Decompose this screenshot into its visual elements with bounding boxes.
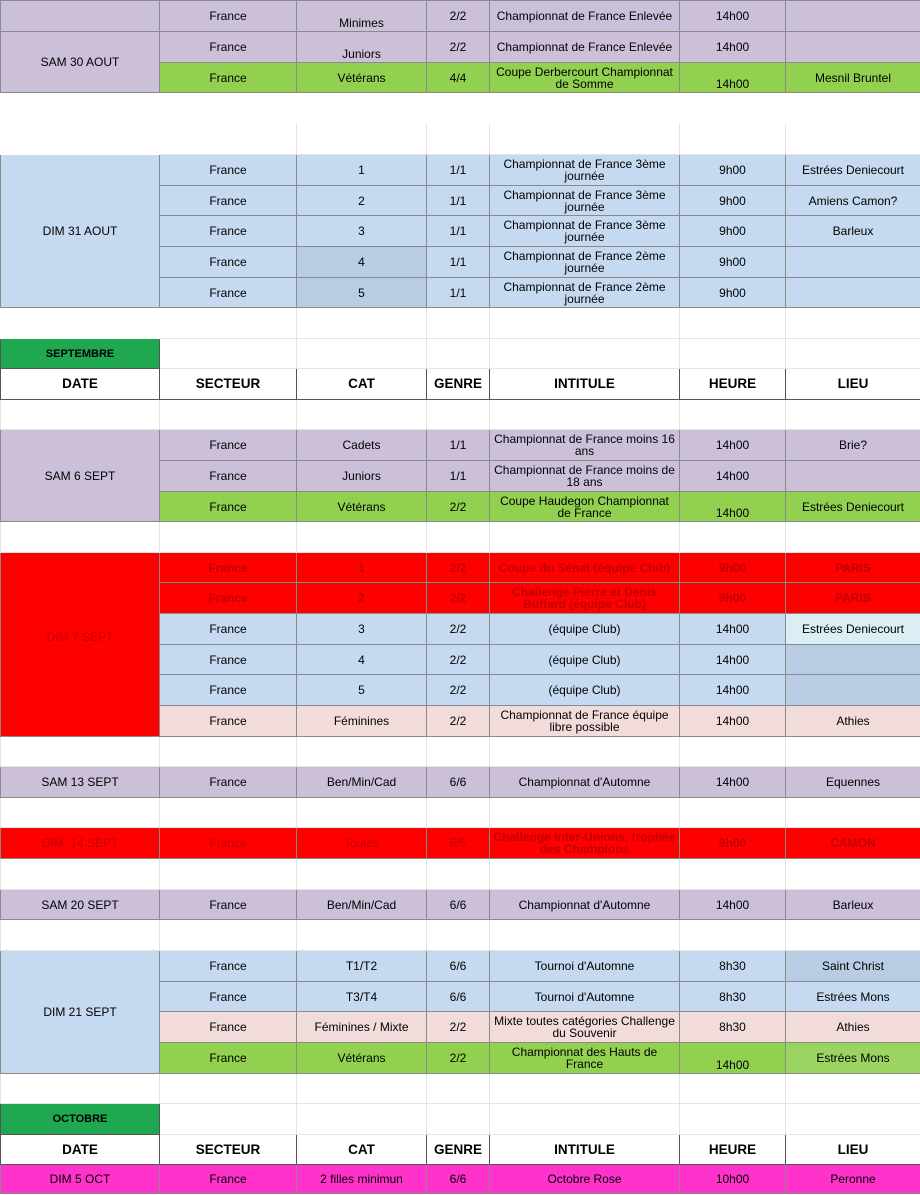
secteur-cell: France bbox=[160, 706, 297, 737]
secteur-cell: France bbox=[160, 186, 297, 216]
genre-cell: 2/2 bbox=[427, 553, 490, 583]
header-row bbox=[1, 369, 920, 400]
header-secteur: SECTEUR bbox=[160, 369, 297, 400]
secteur-cell: France bbox=[160, 767, 297, 798]
intitule-cell: Tournoi d'Automne bbox=[490, 982, 680, 1012]
cat-cell: Féminines / Mixte bbox=[297, 1012, 427, 1043]
table-row bbox=[1, 553, 920, 583]
heure-cell: 14h00 bbox=[680, 614, 786, 645]
genre-cell: 6/6 bbox=[427, 1165, 490, 1194]
heure-cell: 14h00 bbox=[680, 706, 786, 737]
genre-cell: 2/2 bbox=[427, 32, 490, 63]
secteur-cell: France bbox=[160, 614, 297, 645]
lieu-cell: Athies bbox=[786, 706, 920, 737]
genre-cell: 6/6 bbox=[427, 890, 490, 920]
intitule-cell: Tournoi d'Automne bbox=[490, 951, 680, 982]
cat-cell: 3 bbox=[297, 216, 427, 247]
secteur-cell: France bbox=[160, 1, 297, 32]
genre-cell: 6/6 bbox=[427, 828, 490, 859]
intitule-cell: (équipe Club) bbox=[490, 675, 680, 706]
lieu-cell: Mesnil Bruntel bbox=[786, 63, 920, 93]
intitule-cell: Octobre Rose bbox=[490, 1165, 680, 1194]
intitule-cell: Coupe du Sénat (équipe Club) bbox=[490, 553, 680, 583]
heure-cell: 14h00 bbox=[680, 1043, 786, 1074]
genre-cell: 6/6 bbox=[427, 767, 490, 798]
secteur-cell: France bbox=[160, 32, 297, 63]
genre-cell: 2/2 bbox=[427, 706, 490, 737]
lieu-cell: PARIS bbox=[786, 583, 920, 614]
heure-cell: 9h00 bbox=[680, 155, 786, 186]
lieu-cell: Estrées Mons bbox=[786, 1043, 920, 1074]
lieu-cell: Estrées Mons bbox=[786, 982, 920, 1012]
genre-cell: 1/1 bbox=[427, 247, 490, 278]
heure-cell: 10h00 bbox=[680, 1165, 786, 1194]
date-cell: DIM 31 AOUT bbox=[1, 155, 160, 308]
intitule-cell: Championnat d'Automne bbox=[490, 767, 680, 798]
header-genre: GENRE bbox=[427, 1135, 490, 1165]
lieu-cell: Estrées Deniecourt bbox=[786, 614, 920, 645]
lieu-cell bbox=[786, 32, 920, 63]
header-date: DATE bbox=[1, 369, 160, 400]
genre-cell: 2/2 bbox=[427, 1, 490, 32]
secteur-cell: France bbox=[160, 553, 297, 583]
intitule-cell: Championnat de France moins de 18 ans bbox=[490, 461, 680, 492]
cat-cell: Féminines bbox=[297, 706, 427, 737]
lieu-cell bbox=[786, 247, 920, 278]
lieu-cell bbox=[786, 278, 920, 308]
date-cell: SAM 30 AOUT bbox=[1, 32, 160, 93]
intitule-cell: Mixte toutes catégories Challenge du Souvenir bbox=[490, 1012, 680, 1043]
spacer-row bbox=[1, 522, 920, 553]
month-row bbox=[1, 339, 920, 369]
secteur-cell: France bbox=[160, 583, 297, 614]
heure-cell: 9h00 bbox=[680, 583, 786, 614]
heure-cell: 14h00 bbox=[680, 430, 786, 461]
cat-cell: Juniors bbox=[297, 32, 427, 63]
secteur-cell: France bbox=[160, 247, 297, 278]
lieu-cell bbox=[786, 675, 920, 706]
spacer-row bbox=[1, 798, 920, 828]
spacer-row bbox=[1, 920, 920, 951]
cat-cell: 2 bbox=[297, 583, 427, 614]
secteur-cell: France bbox=[160, 1165, 297, 1194]
month-label-octobre: OCTOBRE bbox=[1, 1104, 160, 1135]
genre-cell: 2/2 bbox=[427, 492, 490, 522]
date-cell: DIM 21 SEPT bbox=[1, 951, 160, 1074]
cat-cell: 2 filles minimun bbox=[297, 1165, 427, 1194]
secteur-cell: France bbox=[160, 1012, 297, 1043]
lieu-cell: Barleux bbox=[786, 890, 920, 920]
month-row bbox=[1, 1104, 920, 1135]
genre-cell: 1/1 bbox=[427, 278, 490, 308]
header-date: DATE bbox=[1, 1135, 160, 1165]
intitule-cell: Championnat de France 3ème journée bbox=[490, 216, 680, 247]
header-genre: GENRE bbox=[427, 369, 490, 400]
date-cell: DIM 7 SEPT bbox=[1, 553, 160, 737]
table-row bbox=[1, 1165, 920, 1194]
genre-cell: 1/1 bbox=[427, 430, 490, 461]
intitule-cell: Coupe Haudegon Championnat de France bbox=[490, 492, 680, 522]
intitule-cell: (équipe Club) bbox=[490, 614, 680, 645]
heure-cell: 8h30 bbox=[680, 982, 786, 1012]
lieu-cell bbox=[786, 461, 920, 492]
heure-cell: 9h00 bbox=[680, 553, 786, 583]
header-secteur: SECTEUR bbox=[160, 1135, 297, 1165]
intitule-cell: Challenge Inter-Unions, trophée des Champions bbox=[490, 828, 680, 859]
spacer-row bbox=[1, 308, 920, 339]
cat-cell: Vétérans bbox=[297, 1043, 427, 1074]
lieu-cell bbox=[786, 645, 920, 675]
header-intitule: INTITULE bbox=[490, 369, 680, 400]
table-row bbox=[1, 951, 920, 982]
date-cell: SAM 6 SEPT bbox=[1, 430, 160, 522]
date-cell: DIM 14 SEPT bbox=[1, 828, 160, 859]
lieu-cell: Amiens Camon? bbox=[786, 186, 920, 216]
heure-cell: 9h00 bbox=[680, 186, 786, 216]
genre-cell: 2/2 bbox=[427, 1043, 490, 1074]
heure-cell: 9h00 bbox=[680, 216, 786, 247]
genre-cell: 1/1 bbox=[427, 461, 490, 492]
cat-cell: Juniors bbox=[297, 461, 427, 492]
cat-cell: Minimes bbox=[297, 1, 427, 32]
secteur-cell: France bbox=[160, 216, 297, 247]
lieu-cell: Estrées Deniecourt bbox=[786, 492, 920, 522]
genre-cell: 2/2 bbox=[427, 1012, 490, 1043]
cat-cell: 5 bbox=[297, 278, 427, 308]
table-row bbox=[1, 32, 920, 63]
header-row bbox=[1, 1135, 920, 1165]
genre-cell: 1/1 bbox=[427, 186, 490, 216]
secteur-cell: France bbox=[160, 828, 297, 859]
intitule-cell: Challenge Pierre et Denis Buffard (équipe Club) bbox=[490, 583, 680, 614]
secteur-cell: France bbox=[160, 890, 297, 920]
intitule-cell: Championnat de France Enlevée bbox=[490, 32, 680, 63]
intitule-cell: Championnat de France 3ème journée bbox=[490, 155, 680, 186]
genre-cell: 1/1 bbox=[427, 216, 490, 247]
secteur-cell: France bbox=[160, 63, 297, 93]
genre-cell: 2/2 bbox=[427, 583, 490, 614]
secteur-cell: France bbox=[160, 982, 297, 1012]
header-heure: HEURE bbox=[680, 1135, 786, 1165]
spacer-row bbox=[1, 1074, 920, 1104]
cat-cell: 1 bbox=[297, 155, 427, 186]
intitule-cell: Championnat de France 2ème journée bbox=[490, 278, 680, 308]
heure-cell: 14h00 bbox=[680, 32, 786, 63]
genre-cell: 2/2 bbox=[427, 675, 490, 706]
cat-cell: 4 bbox=[297, 247, 427, 278]
spacer-row bbox=[1, 124, 920, 155]
lieu-cell: Brie? bbox=[786, 430, 920, 461]
heure-cell: 14h00 bbox=[680, 492, 786, 522]
lieu-cell: Athies bbox=[786, 1012, 920, 1043]
heure-cell: 9h00 bbox=[680, 247, 786, 278]
header-cat: CAT bbox=[297, 1135, 427, 1165]
cat-cell: 1 bbox=[297, 553, 427, 583]
header-lieu: LIEU bbox=[786, 369, 920, 400]
cat-cell: Vétérans bbox=[297, 63, 427, 93]
table-row bbox=[1, 767, 920, 798]
intitule-cell: (équipe Club) bbox=[490, 645, 680, 675]
intitule-cell: Championnat des Hauts de France bbox=[490, 1043, 680, 1074]
genre-cell: 2/2 bbox=[427, 614, 490, 645]
spacer-row bbox=[1, 859, 920, 890]
secteur-cell: France bbox=[160, 951, 297, 982]
lieu-cell: CAMON bbox=[786, 828, 920, 859]
heure-cell: 8h30 bbox=[680, 951, 786, 982]
heure-cell: 9h00 bbox=[680, 828, 786, 859]
lieu-cell: Equennes bbox=[786, 767, 920, 798]
secteur-cell: France bbox=[160, 278, 297, 308]
intitule-cell: Coupe Derbercourt Championnat de Somme bbox=[490, 63, 680, 93]
genre-cell: 6/6 bbox=[427, 951, 490, 982]
date-cell: DIM 5 OCT bbox=[1, 1165, 160, 1194]
table-row bbox=[1, 828, 920, 859]
secteur-cell: France bbox=[160, 675, 297, 706]
date-cell bbox=[1, 1, 160, 32]
heure-cell: 14h00 bbox=[680, 675, 786, 706]
table-row bbox=[1, 1, 920, 32]
date-cell: SAM 13 SEPT bbox=[1, 767, 160, 798]
cat-cell: Vétérans bbox=[297, 492, 427, 522]
intitule-cell: Championnat de France équipe libre possible bbox=[490, 706, 680, 737]
cat-cell: Cadets bbox=[297, 430, 427, 461]
heure-cell: 8h30 bbox=[680, 1012, 786, 1043]
cat-cell: T3/T4 bbox=[297, 982, 427, 1012]
intitule-cell: Championnat de France Enlevée bbox=[490, 1, 680, 32]
intitule-cell: Championnat d'Automne bbox=[490, 890, 680, 920]
lieu-cell bbox=[786, 1, 920, 32]
cat-cell: 4 bbox=[297, 645, 427, 675]
table-row bbox=[1, 430, 920, 461]
table-row bbox=[1, 890, 920, 920]
genre-cell: 2/2 bbox=[427, 645, 490, 675]
table-row bbox=[1, 155, 920, 186]
spacer-row bbox=[1, 737, 920, 767]
secteur-cell: France bbox=[160, 155, 297, 186]
heure-cell: 14h00 bbox=[680, 1, 786, 32]
cat-cell: 2 bbox=[297, 186, 427, 216]
intitule-cell: Championnat de France moins 16 ans bbox=[490, 430, 680, 461]
intitule-cell: Championnat de France 3ème journée bbox=[490, 186, 680, 216]
secteur-cell: France bbox=[160, 645, 297, 675]
month-label-septembre: SEPTEMBRE bbox=[1, 339, 160, 369]
heure-cell: 14h00 bbox=[680, 461, 786, 492]
cat-cell: Toutes bbox=[297, 828, 427, 859]
heure-cell: 14h00 bbox=[680, 890, 786, 920]
header-heure: HEURE bbox=[680, 369, 786, 400]
lieu-cell: Saint Christ bbox=[786, 951, 920, 982]
secteur-cell: France bbox=[160, 492, 297, 522]
cat-cell: T1/T2 bbox=[297, 951, 427, 982]
spacer-row bbox=[1, 93, 920, 124]
secteur-cell: France bbox=[160, 461, 297, 492]
heure-cell: 14h00 bbox=[680, 645, 786, 675]
lieu-cell: Peronne bbox=[786, 1165, 920, 1194]
header-cat: CAT bbox=[297, 369, 427, 400]
secteur-cell: France bbox=[160, 1043, 297, 1074]
secteur-cell: France bbox=[160, 430, 297, 461]
genre-cell: 6/6 bbox=[427, 982, 490, 1012]
heure-cell: 9h00 bbox=[680, 278, 786, 308]
spacer-row bbox=[1, 400, 920, 430]
heure-cell: 14h00 bbox=[680, 767, 786, 798]
cat-cell: 5 bbox=[297, 675, 427, 706]
header-intitule: INTITULE bbox=[490, 1135, 680, 1165]
cat-cell: 3 bbox=[297, 614, 427, 645]
header-lieu: LIEU bbox=[786, 1135, 920, 1165]
lieu-cell: Barleux bbox=[786, 216, 920, 247]
heure-cell: 14h00 bbox=[680, 63, 786, 93]
cat-cell: Ben/Min/Cad bbox=[297, 890, 427, 920]
lieu-cell: Estrées Deniecourt bbox=[786, 155, 920, 186]
intitule-cell: Championnat de France 2ème journée bbox=[490, 247, 680, 278]
genre-cell: 1/1 bbox=[427, 155, 490, 186]
lieu-cell: PARIS bbox=[786, 553, 920, 583]
cat-cell: Ben/Min/Cad bbox=[297, 767, 427, 798]
date-cell: SAM 20 SEPT bbox=[1, 890, 160, 920]
genre-cell: 4/4 bbox=[427, 63, 490, 93]
